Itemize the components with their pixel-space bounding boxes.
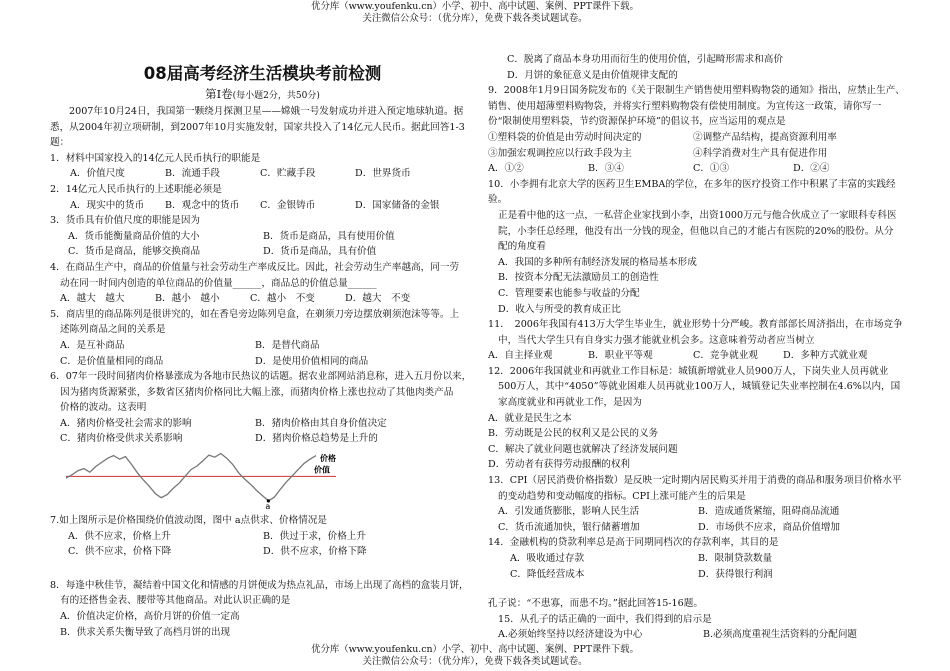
q15-options bbox=[488, 627, 910, 643]
right-column bbox=[488, 52, 910, 643]
q5-options bbox=[50, 354, 475, 370]
option: D．月饼的象征意义是由价值规律支配的 bbox=[507, 69, 678, 81]
question-12-cont: 500万人，其中“4050”等就业困难人员再就业100万人，城镇登记失业率控制在4.6%以内，国 bbox=[498, 381, 901, 393]
question-11-cont: 中，当代大学生只有自身实力强才能就业机会多。这意味着劳动者应当树立 bbox=[498, 334, 815, 346]
option: A．是互补商品 bbox=[60, 339, 125, 351]
section-note: (每小题2分，共50分) bbox=[232, 91, 320, 101]
question-12-cont: 家高度就业和再就业工作，是因为 bbox=[498, 397, 642, 409]
option: D．获得银行利润 bbox=[698, 568, 773, 580]
intro-line: 题： bbox=[50, 137, 70, 149]
option: C．竞争就业观 bbox=[693, 350, 758, 362]
question-10-cont: 院，小李任总经理，他没有出一分钱的现金，但他以自己的才能占有医院的20%的股份。从分 bbox=[498, 225, 894, 237]
q14-options bbox=[488, 567, 910, 583]
q4-options bbox=[50, 291, 475, 307]
option: B．越小 越小 bbox=[155, 293, 220, 305]
question-1: 1．材料中国家投入的14亿元人民币执行的职能是 bbox=[50, 152, 261, 164]
option: A．供不应求，价格上升 bbox=[68, 530, 171, 542]
option: B．流通手段 bbox=[165, 168, 221, 180]
question-6-cont: 价格的波动。这表明 bbox=[60, 402, 147, 414]
question-9-cont: 份“限制使用塑料袋，节约资源保护环境”的倡议书，应当运用的观点是 bbox=[488, 116, 786, 128]
section-label: 第Ⅰ卷 bbox=[205, 87, 233, 101]
question-13-cont: 的变动趋势和变动幅度的指标。CPI上涨可能产生的后果是 bbox=[498, 490, 746, 502]
option: B．职业平等观 bbox=[588, 350, 653, 362]
question-11: 11． 2006年我国有413万大学生毕业生，就业形势十分严峻。教育部部长周济指出，在市场竞争 bbox=[488, 319, 903, 331]
footer-line-2: 关注微信公众号：（优分库），免费下载各类试题试卷。 bbox=[362, 656, 588, 667]
option: D．货币是商品，具有价值 bbox=[263, 246, 377, 258]
exam-title: 08届高考经济生活模块考前检测 bbox=[143, 64, 382, 83]
option: C．解决了就业问题也就解决了经济发展问题 bbox=[488, 443, 678, 455]
footer-line-1: 优分库（www.youfenku.cn）小学、初中、高中试题、案例、PPT课件下载。 bbox=[311, 644, 639, 655]
option: A．①② bbox=[488, 163, 524, 175]
option: A．猪肉价格受社会需求的影响 bbox=[60, 417, 192, 429]
question-9-cont: 销售、使用超薄塑料购物袋，并将实行塑料购物袋有偿使用制度。为宣传这一政策，请你写一 bbox=[488, 100, 882, 112]
question-7: 7.如上图所示是价格围绕价值波动图，图中 a点供求、价格情况是 bbox=[50, 515, 327, 527]
option: C．金银铸币 bbox=[260, 199, 316, 211]
question-5: 5．商店里的商品陈列是很讲究的，如在香皂旁边陈列皂盒，在剃须刀旁边摆放剃须泡沫等等。上 bbox=[50, 308, 460, 320]
q3-options bbox=[50, 229, 475, 245]
option: A．价值决定价格，高价月饼的价值一定高 bbox=[60, 611, 240, 623]
q13-options bbox=[488, 504, 910, 520]
value-label: 价值 bbox=[314, 465, 330, 475]
price-label: 价格 bbox=[320, 454, 336, 464]
option: C．降低经营成本 bbox=[510, 568, 585, 580]
price-value-chart bbox=[64, 449, 364, 511]
option: A．价值尺度 bbox=[70, 168, 125, 180]
q1-options bbox=[50, 166, 475, 182]
point-a-label: a bbox=[265, 502, 271, 512]
option: C．管理要素也能参与收益的分配 bbox=[498, 287, 640, 299]
page-footer bbox=[0, 644, 950, 668]
question-8-cont: 有的还搭售金表、腰带等其他商品。对此认识正确的是 bbox=[60, 595, 291, 607]
option: B.必须高度重视生活资料的分配问题 bbox=[703, 629, 858, 641]
option: C．货币是商品，能够交换商品 bbox=[68, 246, 201, 258]
option: B．造成通货紧缩，阻碍商品流通 bbox=[698, 506, 840, 518]
question-6: 6．07年一段时间猪肉价格暴涨成为各地市民热议的话题。据农业部网站消息称，进入五月份以来， bbox=[50, 371, 472, 383]
option: A．就业是民生之本 bbox=[488, 412, 572, 424]
option: C．供不应求，价格下降 bbox=[68, 546, 172, 558]
left-column bbox=[50, 63, 475, 640]
q7-options bbox=[50, 544, 475, 560]
option: D．②④ bbox=[793, 163, 830, 175]
q6-options bbox=[50, 416, 475, 432]
intro-line: 悉，从2004年初立项研制，到2007年10月实施发射，国家共投入了14亿元人民币。据此回答1-3 bbox=[50, 121, 465, 133]
question-5-cont: 述陈列商品之间的关系是 bbox=[60, 324, 166, 336]
question-10: 10．小李拥有北京大学的医药卫生EMBA的学位，在多年的医疗投资工作中积累了丰富的实践经验。 bbox=[488, 178, 896, 206]
option: A．吸收通过存款 bbox=[510, 553, 585, 564]
question-10-cont: 配的角度看 bbox=[498, 241, 546, 253]
q11-options bbox=[488, 348, 910, 364]
statement: ②调整产品结构，提高资源利用率 bbox=[693, 131, 837, 143]
question-4: 4．在商品生产中，商品的价值量与社会劳动生产率成反比。因此，社会劳动生产率越高，同一劳 bbox=[50, 261, 460, 273]
question-2: 2．14亿元人民币执行的上述职能必须是 bbox=[50, 183, 222, 195]
statement: ④科学消费对生产具有促进作用 bbox=[693, 147, 828, 159]
option: B．货币是商品，具有使用价值 bbox=[263, 230, 395, 242]
option: A．货币能衡量商品价值的大小 bbox=[68, 230, 200, 242]
question-9: 9．2008年1月9日国务院发布的《关于限制生产销售使用塑料购物袋的通知》指出，应禁止生产、 bbox=[488, 85, 905, 97]
option: C．①③ bbox=[693, 163, 730, 175]
option: D．越大 不变 bbox=[345, 293, 411, 305]
question-12: 12．2006年我国就业和再就业工作目标是：城镇新增就业人员900万人，下岗失业人员再就业 bbox=[488, 365, 889, 377]
option: D．收入与所受的教育成正比 bbox=[498, 303, 621, 315]
option: B．按资本分配无法激励员工的创造性 bbox=[498, 272, 659, 284]
option: C．贮藏手段 bbox=[260, 168, 316, 180]
option: A．现实中的货币 bbox=[70, 199, 145, 211]
option: B．劳动既是公民的权利又是公民的义务 bbox=[488, 428, 659, 440]
question-4-cont: 动在同一时间内创造的单位商品的价值量______，商品总的价值总量______ bbox=[60, 277, 377, 289]
option: A．越大 越大 bbox=[60, 293, 125, 305]
option: B．供求关系失衡导致了高档月饼的出现 bbox=[60, 626, 231, 638]
option: C．越小 不变 bbox=[250, 293, 315, 305]
q3-options bbox=[50, 244, 475, 260]
intro-line: 2007年10月24日，我国第一颗绕月探测卫星——嫦娥一号发射成功并进入预定地球轨道。据 bbox=[69, 106, 464, 117]
option: A．我国的多种所有制经济发展的格局基本形成 bbox=[498, 256, 697, 268]
question-13: 13．CPI（居民消费价格指数）是反映一定时期内居民购买并用于消费的商品和服务项目价格水平 bbox=[488, 475, 902, 487]
q14-options bbox=[488, 551, 910, 567]
header-line-2: 关注微信公众号：（优分库），免费下载各类试题试卷。 bbox=[362, 13, 588, 24]
question-14: 14．金融机构的贷款利率总是高于同期同档次的存款利率，其目的是 bbox=[488, 537, 779, 549]
confucius-quote: 孔子说：“不患寡，而患不均。”据此回答15-16题。 bbox=[488, 598, 703, 610]
question-8: 8．每逢中秋佳节，凝结着中国文化和情感的月饼便成为热点礼品，市场上出现了高档的盒装月饼， bbox=[50, 579, 469, 591]
question-3: 3．货币具有价值尺度的职能是因为 bbox=[50, 215, 201, 227]
option: C．脱离了商品本身功用而衍生的使用价值，引起畸形需求和高价 bbox=[507, 54, 783, 65]
option: B．猪肉价格由其自身价值决定 bbox=[255, 417, 387, 429]
header-line-1: 优分库（www.youfenku.cn）小学、初中、高中试题、案例、PPT课件下载。 bbox=[311, 1, 639, 12]
question-10-cont: 正是看中他的这一点，一私营企业家找到小李，出资1000万元与他合伙成立了一家眼科专科医 bbox=[498, 209, 897, 221]
q2-options bbox=[50, 198, 475, 214]
option: B．观念中的货币 bbox=[165, 199, 240, 211]
q6-options bbox=[50, 431, 475, 447]
option: B．供过于求，价格上升 bbox=[263, 530, 366, 542]
q5-options bbox=[50, 338, 475, 354]
price-line bbox=[66, 454, 316, 501]
option: B．限制贷款数量 bbox=[698, 553, 773, 564]
statement: ③加强宏观调控应以行政手段为主 bbox=[488, 147, 632, 159]
option: D．供不应求，价格下降 bbox=[263, 546, 367, 558]
q13-options bbox=[488, 520, 910, 536]
option: D．国家储备的金银 bbox=[355, 199, 440, 211]
option: C．猪肉价格受供求关系影响 bbox=[60, 433, 183, 445]
option: D．世界货币 bbox=[355, 168, 411, 180]
question-15: 15．从孔子的话正确的一面中，我们得到的启示是 bbox=[498, 613, 712, 625]
option: A．引发通货膨胀，影响人民生活 bbox=[498, 506, 640, 518]
option: D．劳动者有获得劳动报酬的权利 bbox=[488, 459, 631, 471]
q7-options bbox=[50, 529, 475, 545]
option: C．是价值量相同的商品 bbox=[60, 355, 164, 367]
option: A．自主择业观 bbox=[488, 350, 553, 362]
option: D．市场供不应求，商品价值增加 bbox=[698, 521, 841, 533]
option: A.必须始终坚持以经济建设为中心 bbox=[498, 629, 643, 641]
option: D．是使用价值相同的商品 bbox=[255, 355, 369, 367]
section-heading bbox=[50, 86, 475, 104]
option: D．多种方式就业观 bbox=[783, 350, 868, 362]
q9-options bbox=[488, 161, 910, 177]
option: C．货币流通加快，银行储蓄增加 bbox=[498, 521, 640, 533]
question-6-cont: 因为猪肉货源紧张，多数省区猪肉价格同比大幅上涨，而猪肉价格上涨也拉动了其他肉类产品 bbox=[60, 386, 454, 398]
option: B．③④ bbox=[588, 163, 624, 175]
option: B．是替代商品 bbox=[255, 339, 320, 351]
option: D．猪肉价格总趋势是上升的 bbox=[255, 433, 378, 445]
q9-items bbox=[488, 146, 910, 162]
q9-items bbox=[488, 130, 910, 146]
statement: ①塑料袋的价值是由劳动时间决定的 bbox=[488, 131, 642, 143]
page-header bbox=[0, 1, 950, 25]
